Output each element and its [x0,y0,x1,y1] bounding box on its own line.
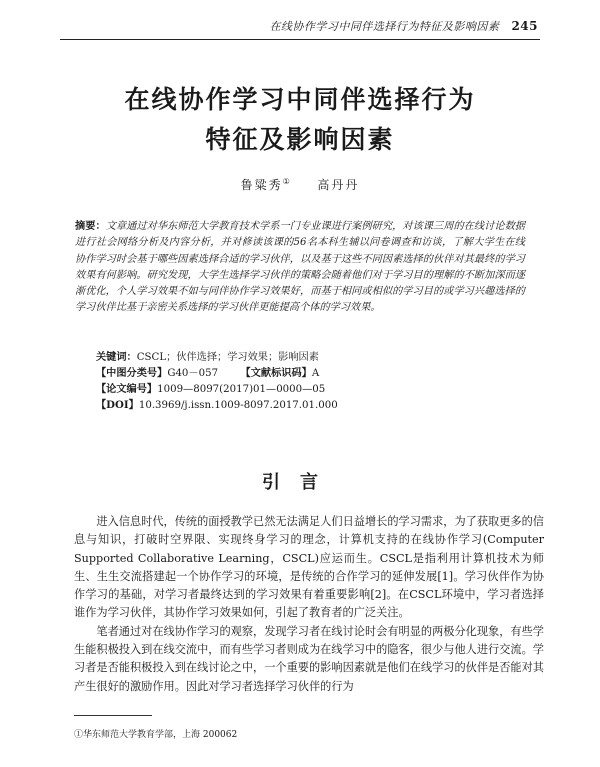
doc-code-label: 【文献标识码】 [240,367,312,379]
page-number: 245 [511,19,538,33]
title-line-1: 在线协作学习中同伴选择行为 [124,85,476,114]
author-1: 鲁粱秀 [240,178,283,192]
running-header-title: 在线协作学习中同伴选择行为特征及影响因素 [269,20,500,33]
paper-title [60,80,540,160]
running-header [60,18,538,36]
header-rule [60,39,540,40]
author-list [60,176,540,193]
body-text [74,513,544,696]
clc-value: G40－057 [167,368,219,379]
classification [96,365,526,382]
doc-code-value: A [311,368,320,379]
affiliation-marker: ① [282,177,292,186]
author-2: 高丹丹 [317,178,360,192]
abstract [75,218,525,317]
article-number-value: 1009—8097(2017)01—0000—05 [157,384,326,395]
abstract-label: 摘要： [75,220,106,232]
doi-value: 10.3969/j.issn.1009-8097.2017.01.000 [138,400,338,411]
keywords [96,349,526,366]
article-number-label: 【论文编号】 [96,383,158,395]
title-line-2: 特征及影响因素 [205,125,395,154]
paragraph-1: 进入信息时代，传统的面授教学已然无法满足人们日益增长的学习需求，为了获取更多的信息与知识，打破时空界限、实现终身学习的理念，计算机支持的在线协作学习(Computer Supported Collaborative Learning，CSCL)应运而生。CSCL是指利用计算机技术为师生、生生交流搭建起一个协作学习的环境，是传统的合作学习的延伸发展[1]。学习伙伴作为协作学习的基础，对学习者最终达到的学习效果有着重要影响[2]。在CSCL环境中，学习者选择谁作为学习伙伴，其协作学习效果如何，引起了教育者的广泛关注。 [74,515,544,620]
keywords-text: CSCL；伙伴选择；学习效果；影响因素 [136,352,319,363]
doi [96,397,526,414]
footnote-rule [74,715,152,716]
clc-label: 【中图分类号】 [96,367,168,379]
keywords-label: 关键词： [96,351,137,363]
paragraph-2: 笔者通过对在线协作学习的观察，发现学习者在线讨论时会有明显的两极分化现象，有些学生能积极投入到在线交流中，而有些学习者则成为在线学习中的隐客，很少与他人进行交流。学习者是否能积极投入到在线讨论之中，一个重要的影响因素就是他们在线学习的伙伴是否能对其产生很好的激励作用。因此对学习者选择学习伙伴的行为 [74,624,544,693]
section-heading-introduction: 引言 [262,472,338,493]
doi-label: 【DOI】 [96,399,139,411]
abstract-text: 文章通过对华东师范大学教育技术学系一门专业课进行案例研究，对该课三周的在线讨论数据进行社会网络分析及内容分析，并对修读该课的56名本科生辅以问卷调查和访谈，了解大学生在线协作学习时会基于哪些因素选择合适的学习伙伴，以及基于这些不同因素选择的伙伴对其最终的学习效果有何影响。研究发现，大学生选择学习伙伴的策略会随着他们对于学习目的理解的不断加深而逐渐优化，个人学习效果不如与同伴协作学习效果好，而基于相同或相似的学习目的或学习兴趣选择的学习伙伴比基于亲密关系选择的学习伙伴更能提高个体的学习效果。 [75,221,525,314]
footnote: ①华东师范大学教育学部，上海 200062 [74,730,238,740]
article-number [96,381,526,398]
